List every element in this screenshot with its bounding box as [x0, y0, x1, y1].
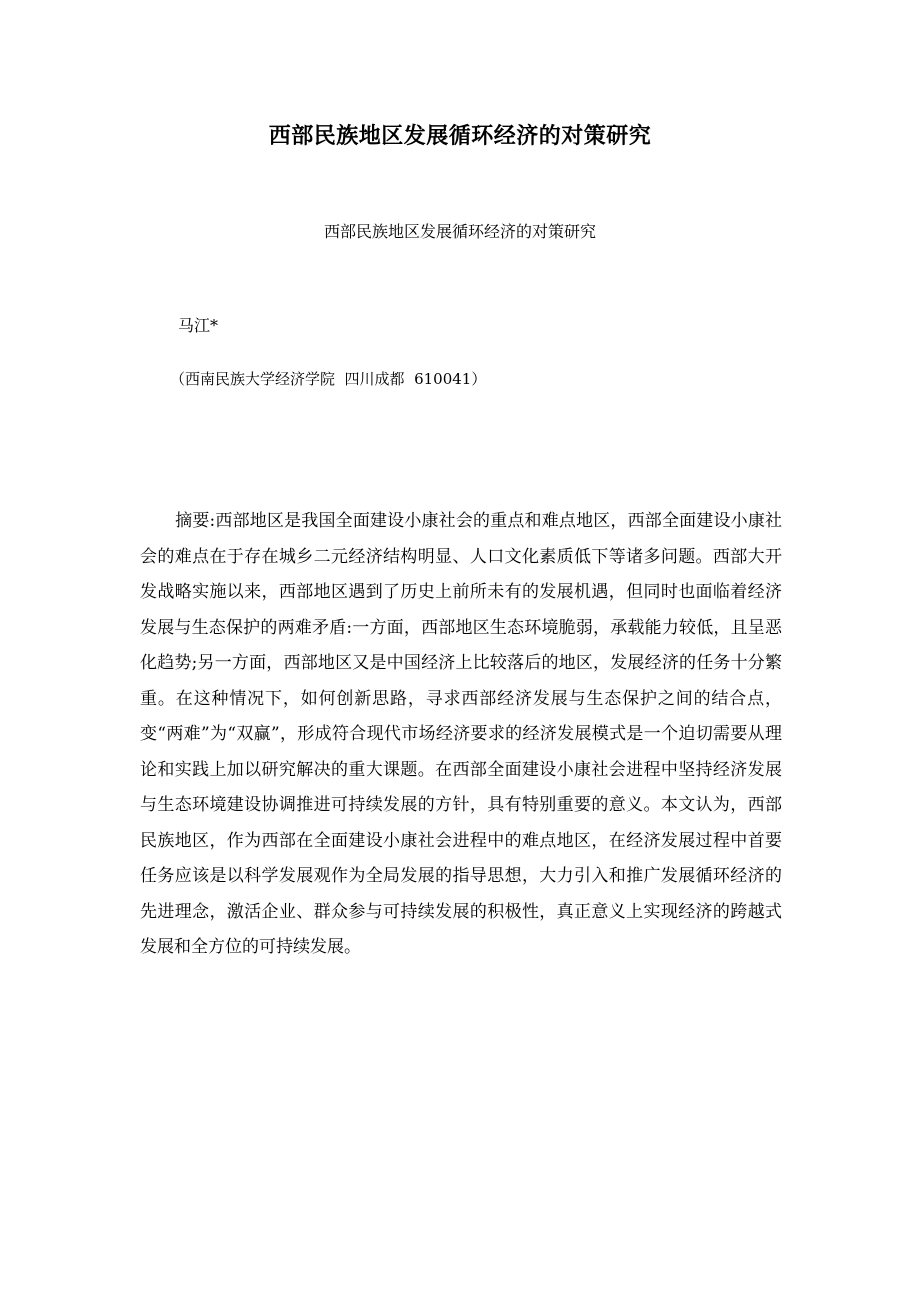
author-affiliation: （西南民族大学经济学院 四川成都 610041）	[170, 370, 487, 388]
document-subtitle: 西部民族地区发展循环经济的对策研究	[323, 222, 596, 241]
author-name: 马江*	[178, 316, 219, 335]
abstract-text: 西部地区是我国全面建设小康社会的重点和难点地区，西部全面建设小康社会的难点在于存在城乡二元经济结构明显、人口文化素质低下等诸多问题。西部大开发战略实施以来，西部地区遇到了历史上前所未有的发展机遇，但同时也面临着经济发展与生态保护的两难矛盾:一方面，西部地区生态环境脆弱，承载能力较低，且呈恶化趋势;另一方面，西部地区又是中国经济上比较落后的地区，发展经济的任务十分繁重。在这种情况下，如何创新思路，寻求西部经济发展与生态保护之间的结合点，变“两难”为“双赢”，形成符合现代市场经济要求的经济发展模式是一个迫切需要从理论和实践上加以研究解决的重大课题。在西部全面建设小康社会进程中坚持经济发展与生态环境建设协调推进可持续发展的方针，具有特别重要的意义。本文认为，西部民族地区，作为西部在全面建设小康社会进程中的难点地区，在经济发展过程中首要任务应该是以科学发展观作为全局发展的指导思想，大力引入和推广发展循环经济的先进理念，激活企业、群众参与可持续发展的积极性，真正意义上实现经济的跨越式发展和全方位的可持续发展。	[140, 511, 782, 957]
abstract-label: 摘要:	[175, 511, 216, 531]
abstract-paragraph	[140, 504, 782, 966]
document-title: 西部民族地区发展循环经济的对策研究	[268, 123, 652, 149]
